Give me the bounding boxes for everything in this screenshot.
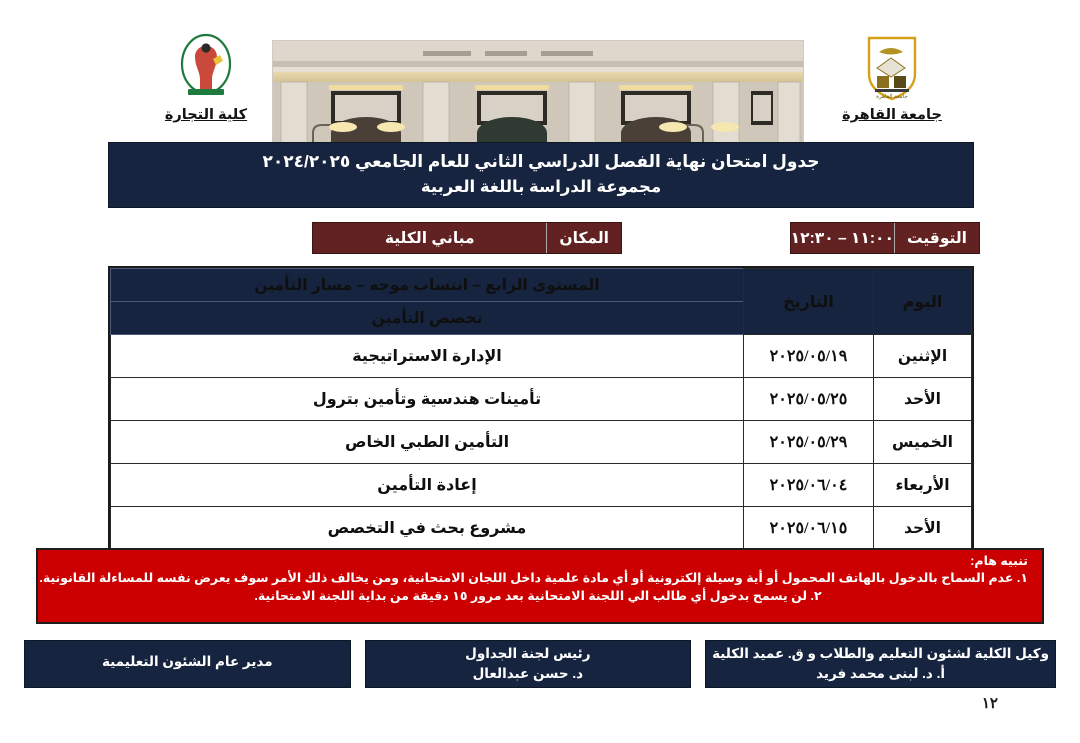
exam-time-value: ١١:٠٠ – ١٢:٣٠ ظهراً [746,229,894,247]
table-row [111,507,972,550]
page-number: ١٢ [981,696,998,712]
signature-name: أ. د. لبنى محمد فريد [816,665,945,681]
cell-date: ٢٠٢٥/٠٦/٠٤ [744,464,874,507]
table-row [111,421,972,464]
cell-day: الخميس [874,421,972,464]
table-header-row-top [111,269,972,302]
exam-place-value: مباني الكلية [384,229,475,247]
signature-role: وكيل الكلية لشئون التعليم والطلاب و ق. عميد الكلية [712,645,1049,661]
table-row [111,378,972,421]
signature-schedule-committee-head [365,640,692,688]
cairo-university-crest-icon [861,32,923,102]
cell-subject: إعادة التأمين [111,464,744,507]
cell-date: ٢٠٢٥/٠٥/٢٩ [744,421,874,464]
important-notice-box [36,548,1044,624]
exam-place-box [312,222,622,254]
cell-subject: مشروع بحث في التخصص [111,507,744,550]
signature-education-affairs-director [24,640,351,688]
cell-day: الأربعاء [874,464,972,507]
cell-subject: تأمينات هندسية وتأمين بترول [111,378,744,421]
exam-schedule-table [110,268,972,550]
university-logo-caption: جامعة القاهرة [842,107,942,123]
table-row [111,335,972,378]
column-header-specialization: تخصص التأمين [111,302,744,335]
exam-time-label: التوقيت [894,223,979,253]
exam-place-label: المكان [546,223,621,253]
signature-row [24,640,1056,688]
cell-date: ٢٠٢٥/٠٥/١٩ [744,335,874,378]
table-header [111,269,972,335]
table-row [111,464,972,507]
page-title: جدول امتحان نهاية الفصل الدراسي الثاني للعام الجامعي ٢٠٢٤/٢٠٢٥ [262,152,820,172]
column-header-day: اليوم [874,269,972,335]
faculty-logo-block [144,32,268,123]
page-subtitle: مجموعة الدراسة باللغة العربية [420,178,662,197]
exam-schedule-table-wrapper [108,266,974,552]
exam-time-box [746,222,980,254]
faculty-of-commerce-crest-icon [175,32,237,102]
svg-text:جامعة القاهرة: جامعة القاهرة [876,94,908,100]
cell-subject: الإدارة الاستراتيجية [111,335,744,378]
cell-day: الأحد [874,378,972,421]
notice-title: تنبيه هام: [970,554,1028,568]
university-logo-block [830,32,954,123]
faculty-logo-caption: كلية التجارة [164,107,248,123]
cell-date: ٢٠٢٥/٠٥/٢٥ [744,378,874,421]
signature-name: د. حسن عبدالعال [472,665,584,681]
notice-item-2: ٢. لن يسمح بدخول أي طالب الي اللجنة الامتحانية بعد مرور ١٥ دقيقة من بداية اللجنة الامتحانية. [254,589,822,604]
document-title-banner [108,142,974,208]
building-facade-photo [272,40,804,152]
masthead [0,14,1080,138]
signature-role: رئيس لجنة الجداول [465,645,591,661]
signature-vice-dean [705,640,1056,688]
cell-date: ٢٠٢٥/٠٦/١٥ [744,507,874,550]
table-body [111,335,972,550]
cell-subject: التأمين الطبي الخاص [111,421,744,464]
cell-day: الأحد [874,507,972,550]
exam-info-strip [108,222,980,254]
column-header-date: التاريخ [744,269,874,335]
cell-day: الإثنين [874,335,972,378]
notice-item-1: ١. عدم السماح بالدخول بالهاتف المحمول أو أية وسيلة إلكترونية أو أي مادة علمية داخل اللجان الامتحانية، ومن يخالف ذلك الأمر سوف يعرض نفسه للمساءلة القانونية. [39,571,1028,585]
signature-role: مدير عام الشئون التعليمية [101,654,273,670]
column-header-track: المستوى الرابع – انتساب موجه – مسار التأمين [111,269,744,302]
